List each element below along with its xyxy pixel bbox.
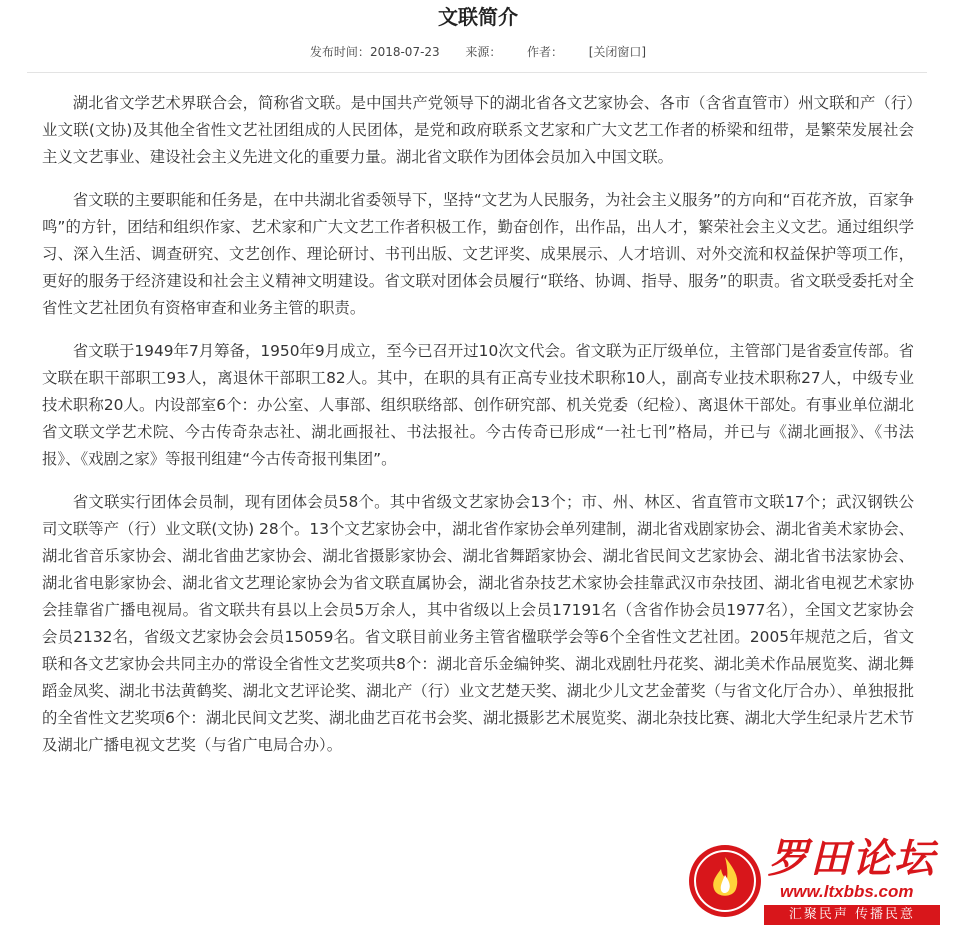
header-divider <box>27 72 927 73</box>
author-label: 作者： <box>527 45 564 59</box>
article-body <box>42 90 914 775</box>
forum-watermark <box>684 833 946 929</box>
watermark-title: 罗田论坛 <box>768 835 936 882</box>
watermark-url: www.ltxbbs.com <box>780 882 914 901</box>
publish-date: 2018-07-23 <box>369 45 440 59</box>
publish-label: 发布时间： <box>309 45 370 59</box>
article-meta <box>0 44 956 60</box>
article-paragraph-1: 湖北省文学艺术界联合会，简称省文联。是中国共产党领导下的湖北省各文艺家协会、各市（含省直管市）州文联和产（行）业文联(文协)及其他全省性文艺社团组成的人民团体，是党和政府联系文艺家和广大文艺工作者的桥梁和纽带，是繁荣发展社会主义文艺事业、建设社会主义先进文化的重要力量。湖北省文联作为团体会员加入中国文联。 <box>42 94 914 166</box>
flame-logo-icon <box>684 839 766 921</box>
article-paragraph-3: 省文联于1949年7月筹备，1950年9月成立，至今已召开过10次文代会。省文联为正厅级单位，主管部门是省委宣传部。省文联在职干部职工93人，离退休干部职工82人。其中，在职的具有正高专业技术职称10人，副高专业技术职称27人，中级专业技术职称20人。内设部室6个：办公室、人事部、组织联络部、创作研究部、机关党委（纪检）、离退休干部处。有事业单位湖北省文联文学艺术院、今古传奇杂志社、湖北画报社、书法报社。今古传奇已形成“一社七刊”格局，并已与《湖北画报》、《书法报》、《戏剧之家》等报刊组建“今古传奇报刊集团”。 <box>42 342 914 468</box>
article-paragraph-4: 省文联实行团体会员制，现有团体会员58个。其中省级文艺家协会13个；市、州、林区、省直管市文联17个；武汉钢铁公司文联等产（行）业文联(文协) 28个。13个文艺家协会中，湖北省作家协会单列建制，湖北省戏剧家协会、湖北省美术家协会、湖北省音乐家协会、湖北省曲艺家协会、湖北省摄影家协会、湖北省舞蹈家协会、湖北省民间文艺家协会、湖北省书法家协会、湖北省电影家协会、湖北省文艺理论家协会为省文联直属协会，湖北省杂技艺术家协会挂靠武汉市杂技团、湖北省电视艺术家协会挂靠省广播电视局。省文联共有县以上会员5万余人，其中省级以上会员17191名（含省作协会员1977名），全国文艺家协会会员2132名，省级文艺家协会会员15059名。省文联目前业务主管省楹联学会等6个全省性文艺社团。2005年规范之后，省文联和各文艺家协会共同主办的常设全省性文艺奖项共8个：湖北音乐金编钟奖、湖北戏剧牡丹花奖、湖北美术作品展览奖、湖北舞蹈金凤奖、湖北书法黄鹤奖、湖北文艺评论奖、湖北产（行）业文艺楚天奖、湖北少儿文艺金蕾奖（与省文化厅合办）、单独报批的全省性文艺奖项6个：湖北民间文艺奖、湖北曲艺百花书会奖、湖北摄影艺术展览奖、湖北杂技比赛、湖北大学生纪录片艺术节及湖北广播电视文艺奖（与省广电局合办）。 <box>42 493 914 754</box>
source-label: 来源： <box>465 45 502 59</box>
watermark-slogan: 汇聚民声 传播民意 <box>764 905 940 925</box>
page-title: 文联简介 <box>438 5 518 29</box>
article-paragraph-2: 省文联的主要职能和任务是，在中共湖北省委领导下，坚持“文艺为人民服务，为社会主义服务”的方向和“百花齐放，百家争鸣”的方针，团结和组织作家、艺术家和广大文艺工作者积极工作，勤奋创作，出作品，出人才，繁荣社会主义文艺。通过组织学习、深入生活、调查研究、文艺创作、理论研讨、书刊出版、文艺评奖、成果展示、人才培训、对外交流和权益保护等项工作，更好的服务于经济建设和社会主义精神文明建设。省文联对团体会员履行“联络、协调、指导、服务”的职责。省文联受委托对全省性文艺社团负有资格审查和业务主管的职责。 <box>42 191 914 317</box>
close-window-link[interactable]: [关闭窗口] <box>588 45 647 59</box>
